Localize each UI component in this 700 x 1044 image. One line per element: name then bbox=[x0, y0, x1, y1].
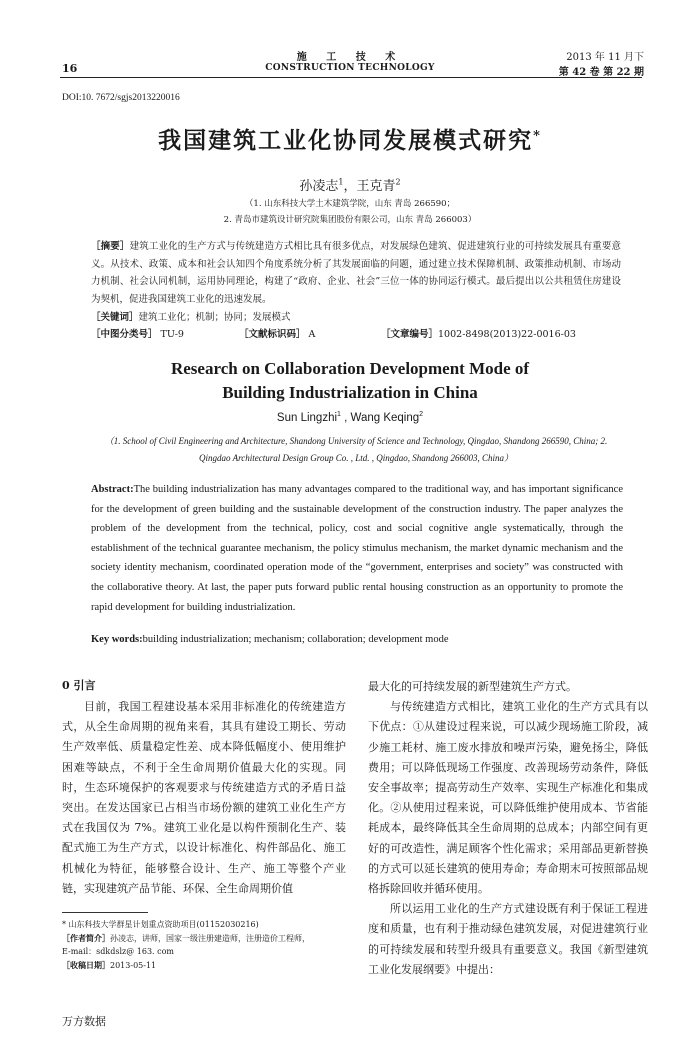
author-1-cn: 孙凌志 bbox=[299, 179, 339, 194]
keywords-en: Key words:building industrialization; mechanism; collaboration; development mode bbox=[91, 634, 449, 645]
title-en-line-2: Building Industrialization in China bbox=[222, 383, 478, 402]
affiliation-cn-1: （1. 山东科技大学土木建筑学院，山东 青岛 266590； bbox=[244, 199, 456, 209]
abstract-en-text: The building industrialization has many advantages compared to the traditional way, and has important significance for the development of green building and the sustainable development of the construction industry. The paper analyzes the problem of the development from the technical, policy, cost and social cognitive angle systematically, through the establishment of the technical guarantee mechanism, the policy stimulus mechanism, the market dynamic mechanism and the society identity mechanism, coordinated operation mode of the “government, enterprises and society” was constructed with the collaborative theory. At last, the paper puts forward public rental housing construction as an opportunity to promote the rapid development for building industrialization. bbox=[91, 484, 623, 613]
document-code: ［文献标识码］ A bbox=[239, 329, 316, 340]
abstract-cn-text: 建筑工业化的生产方式与传统建造方式相比具有很多优点，对发展绿色建筑、促进建筑行业的可持续发展具有重要意义。从技术、政策、成本和社会认知四个角度系统分析了其发展面临的问题，通过建立技术保障机制、政策推动机制、市场动力机制、社会认同机制，运用协同理论，构建了“政府、企业、社会”三位一体的协同运行模式。最后提出以公共租赁住房建设为契机，促进我国建筑工业化的迅速发展。 bbox=[91, 241, 621, 305]
footnote-fund: * 山东科技大学群星计划重点资助项目(01152030216) bbox=[62, 920, 259, 929]
footnote bbox=[62, 918, 352, 972]
footnote-received-date: ［收稿日期］2013-05-11 bbox=[62, 959, 157, 970]
article-id: ［文章编号］1002-8498(2013)22-0016-03 bbox=[381, 329, 576, 340]
author-2-cn: 王克青 bbox=[356, 179, 396, 194]
body-column-left bbox=[62, 697, 346, 899]
title-en-line-1: Research on Collaboration Development Mode of bbox=[170, 359, 530, 378]
body-column-right bbox=[368, 677, 648, 980]
title-en bbox=[0, 357, 700, 405]
footnote-email: E-mail：sdkdslz@ 163. com bbox=[62, 947, 175, 956]
volume-issue: 第 42 卷 第 22 期 bbox=[558, 67, 644, 78]
page-number: 16 bbox=[62, 62, 78, 75]
abstract-cn bbox=[91, 238, 621, 308]
authors-en: Sun Lingzhi$^1$ , Wang Keqing$^2$ bbox=[276, 411, 424, 424]
clc-number: ［中图分类号］ TU-9 bbox=[91, 329, 184, 340]
authors-cn: 孙凌志$^1$，王克青$^2$ bbox=[299, 177, 401, 194]
abstract-en-label: Abstract: bbox=[91, 484, 134, 495]
abstract-en bbox=[91, 480, 623, 617]
body-paragraph: 所以运用工业化的生产方式建设既有利于保证工程进度和质量，也有利于推动绿色建筑发展，对促进建筑行业的可持续发展和转型升级具有重要意义。我国《新型建筑工业化发展纲要》中提出： bbox=[368, 902, 648, 976]
title-cn-text: 我国建筑工业化协同发展模式研究 bbox=[158, 127, 534, 154]
footnote-author: ［作者简介］孙凌志，讲师，国家一级注册建造师，注册造价工程师， bbox=[62, 932, 310, 943]
affiliation-cn-2: 2. 青岛市建筑设计研究院集团股份有限公司，山东 青岛 266003） bbox=[223, 215, 477, 225]
footnote-rule bbox=[62, 912, 148, 913]
keywords-cn: ［关键词］建筑工业化；机制；协同；发展模式 bbox=[91, 312, 291, 323]
author-1-en: Sun Lingzhi bbox=[276, 411, 338, 424]
title-footnote-mark: * bbox=[533, 128, 542, 144]
wanfang-watermark: 万方数据 bbox=[62, 1015, 106, 1028]
section-heading-introduction: 0 引言 bbox=[62, 679, 96, 692]
body-paragraph: 目前，我国工程建设基本采用非标准化的传统建造方式，从全生命周期的视角来看，其具有建设工期长、劳动生产效率低、质量稳定性差、成本降低幅度小、使用维护困难等缺点，不利于全生命周期价值最大化的实现。同时，生态环境保护的客观要求与传统建造方式的矛盾日益突出。在发达国家已占相当市场份额的建筑工业化生产方式在我国仅为 7%。建筑工业化是以构件预制化生产、装配式施工为生产方式，以设计标准化、构件部品化、施工机械化为特征，能够整合设计、生产、施工等整个产业链，实现建筑产品节能、环保、全生命周期价值 bbox=[62, 700, 346, 895]
issue-date: 2013 年 11 月下 bbox=[566, 52, 644, 63]
title-cn bbox=[0, 122, 700, 155]
body-paragraph: 最大化的可持续发展的新型建筑生产方式。 bbox=[368, 680, 577, 693]
body-paragraph: 与传统建造方式相比，建筑工业化的生产方式具有以下优点：①从建设过程来说，可以减少现场施工阶段，减少施工耗材、施工废水排放和噪声污染，避免扬尘，降低费用；可以降低现场工作强度、改善现场劳动条件，降低安全事故率；提高劳动生产效率、实现生产标准化和集成化。②从使用过程来说，可以降低维护使用成本、节省能耗成本，最终降低其全生命周期的总成本；内部空间有更好的可改造性，满足顾客个性化需求；采用部品更新替换的方式可以延长建筑的使用寿命；寿命期末可按照部品规格拆除回收并循环使用。 bbox=[368, 700, 648, 896]
abstract-cn-label: ［摘要］ bbox=[91, 241, 130, 252]
affiliation-en: （1. School of Civil Engineering and Architecture, Shandong University of Science and Technology, Qingdao, Shandong 266590, China; 2. Qingdao Architectural Design Group Co. , Ltd. , Qingdao, Shandong 266003, China） bbox=[104, 436, 608, 463]
doi: DOI:10. 7672/sgjs2013220016 bbox=[62, 93, 180, 103]
header-rule bbox=[60, 77, 642, 78]
author-2-en: Wang Keqing bbox=[350, 411, 420, 424]
journal-name-cn: 施 工 技 术 bbox=[296, 52, 404, 63]
journal-name-en: CONSTRUCTION TECHNOLOGY bbox=[265, 63, 435, 73]
